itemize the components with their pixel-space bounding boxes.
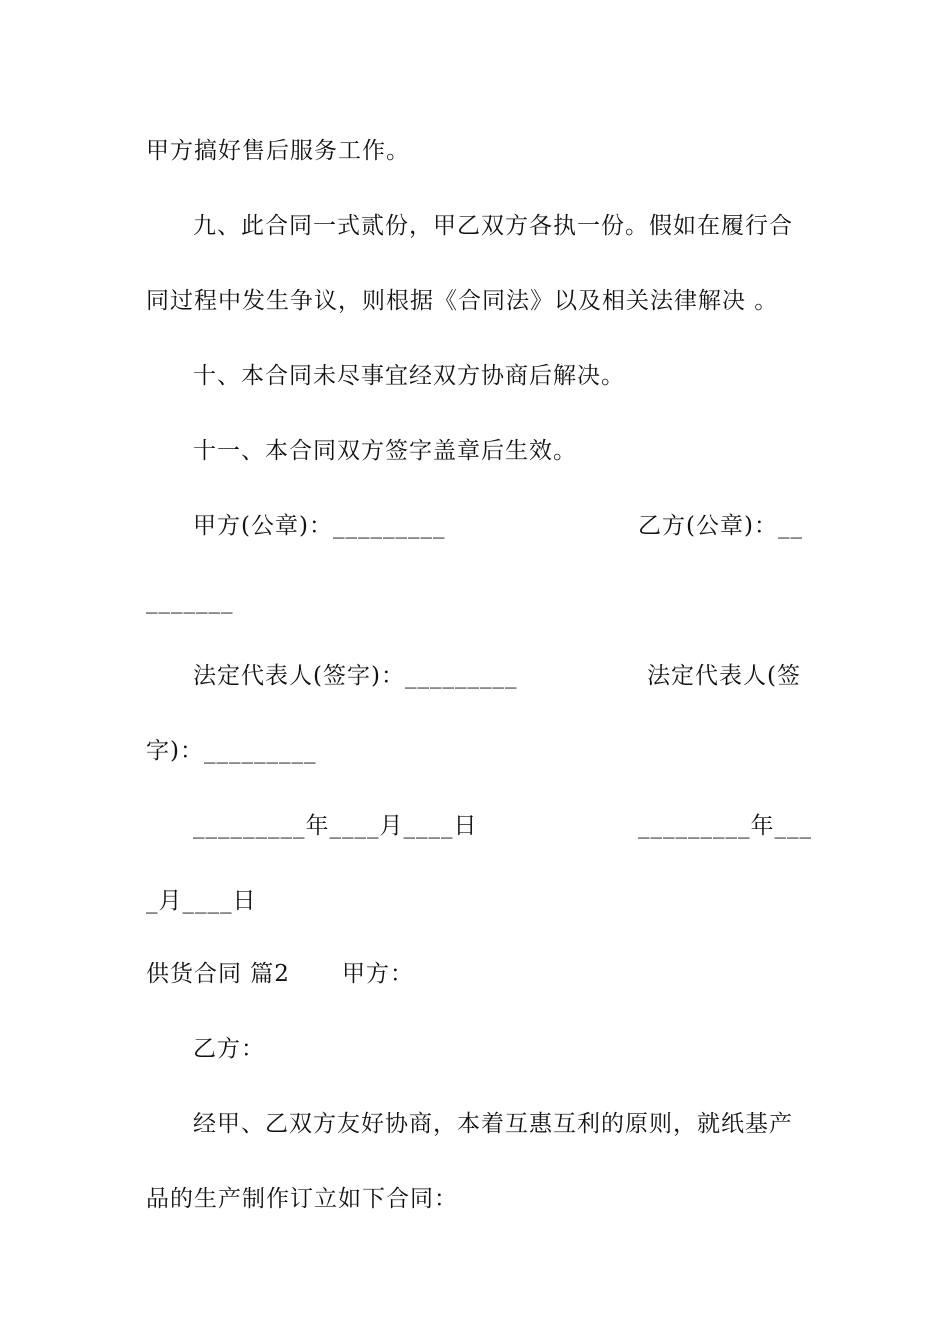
paragraph-line: 甲方搞好售后服务工作。 <box>146 138 410 164</box>
party-b-date-continued: _月____日 <box>146 888 257 914</box>
clause-9-line-2: 同过程中发生争议，则根据《合同法》以及相关法律解决 。 <box>146 288 779 314</box>
party-b-representative-continued: 字)：_________ <box>146 738 317 764</box>
party-a-seal: 甲方(公章)：_________ <box>193 513 446 539</box>
clause-11: 十一、本合同双方签字盖章后生效。 <box>193 438 577 464</box>
party-a-date: _________年____月____日 <box>193 813 478 839</box>
intro-line-1: 经甲、乙双方友好协商，本着互惠互利的原则，就纸基产 <box>193 1111 793 1137</box>
party-b-seal: 乙方(公章)：__ <box>638 513 803 539</box>
party-a-label: 甲方： <box>342 961 414 987</box>
party-b-label: 乙方： <box>193 1036 265 1062</box>
party-b-date: _________年___ <box>638 813 812 839</box>
party-b-seal-continued: _______ <box>146 588 234 614</box>
section-heading: 供货合同 篇2 <box>146 961 290 987</box>
party-a-representative: 法定代表人(签字)：_________ <box>193 663 518 689</box>
party-b-representative: 法定代表人(签 <box>647 663 801 689</box>
intro-line-2: 品的生产制作订立如下合同： <box>146 1186 458 1212</box>
clause-10: 十、本合同未尽事宜经双方协商后解决。 <box>193 363 625 389</box>
clause-9-line-1: 九、此合同一式贰份，甲乙双方各执一份。假如在履行合 <box>193 213 793 239</box>
